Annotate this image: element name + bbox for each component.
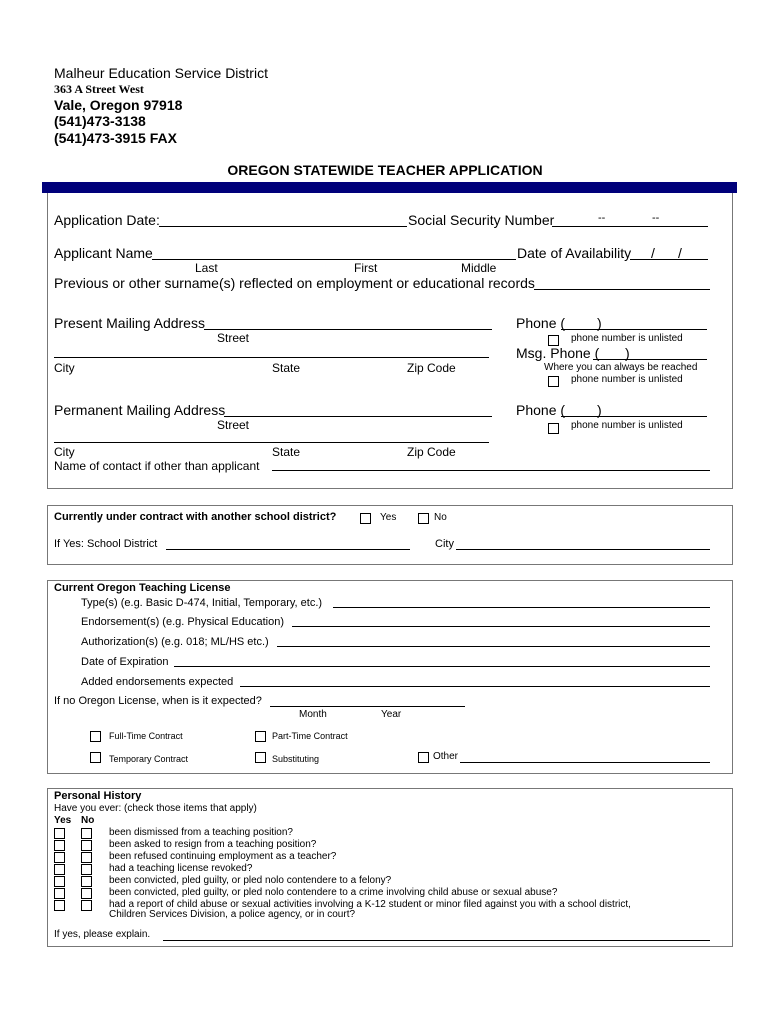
ssn-label: Social Security Number [408, 212, 555, 228]
permanent-city-caption: City [54, 445, 75, 459]
present-address-label: Present Mailing Address [54, 315, 205, 331]
name-middle-caption: Middle [461, 261, 497, 275]
added-endorsements-label: Added endorsements expected [81, 676, 234, 688]
history-no-checkbox[interactable] [81, 864, 92, 875]
application-date-label: Application Date: [54, 212, 160, 228]
temporary-checkbox[interactable] [90, 752, 101, 763]
previous-surnames-field[interactable] [534, 289, 710, 290]
msg-unlisted-checkbox[interactable] [548, 376, 559, 387]
org-fax: (541)473-3915 FAX [54, 130, 177, 146]
authorizations-field[interactable] [277, 646, 710, 647]
history-item: been asked to resign from a teaching position? [109, 839, 317, 850]
permanent-unlisted-label: phone number is unlisted [571, 420, 683, 431]
history-yes-checkbox[interactable] [54, 840, 65, 851]
permanent-phone-field[interactable] [561, 416, 707, 417]
explain-field[interactable] [163, 940, 710, 941]
present-street-field[interactable] [204, 329, 492, 330]
added-endorsements-field[interactable] [240, 686, 710, 687]
part-time-checkbox[interactable] [255, 731, 266, 742]
present-phone-label: Phone ( [516, 315, 566, 331]
full-time-checkbox[interactable] [90, 731, 101, 742]
applicant-name-label: Applicant Name [54, 245, 153, 261]
present-unlisted-label: phone number is unlisted [571, 333, 683, 344]
permanent-street-field[interactable] [224, 416, 492, 417]
permanent-street-caption: Street [217, 418, 250, 432]
contract-city-label: City [435, 538, 454, 550]
history-title: Personal History [54, 790, 142, 802]
org-phone: (541)473-3138 [54, 113, 146, 129]
substituting-label: Substituting [272, 754, 320, 764]
history-yes-checkbox[interactable] [54, 828, 65, 839]
applicant-name-field[interactable] [152, 259, 516, 260]
history-item: been convicted, pled guilty, or pled nolo contendere to a crime involving child abuse or sexual abuse? [109, 887, 558, 898]
school-district-label: If Yes: School District [54, 538, 158, 550]
org-name: Malheur Education Service District [54, 65, 268, 81]
ssn-field[interactable] [552, 226, 708, 227]
present-phone-field[interactable] [561, 329, 707, 330]
application-date-field[interactable] [159, 226, 407, 227]
ssn-dash-2: -- [652, 212, 660, 224]
form-title: OREGON STATEWIDE TEACHER APPLICATION [227, 162, 543, 178]
license-types-field[interactable] [333, 607, 710, 608]
permanent-address-label: Permanent Mailing Address [54, 402, 226, 418]
permanent-city-state-zip-field[interactable] [54, 442, 489, 443]
contract-yes-label: Yes [380, 512, 397, 523]
history-no-checkbox[interactable] [81, 900, 92, 911]
contact-label: Name of contact if other than applicant [54, 459, 260, 473]
history-no-header: No [81, 815, 95, 826]
substituting-checkbox[interactable] [255, 752, 266, 763]
history-item: been refused continuing employment as a teacher? [109, 851, 337, 862]
expiration-label: Date of Expiration [81, 656, 169, 668]
history-item: had a report of child abuse or sexual activities involving a K-12 student or minor filed against you with a school district, [109, 899, 631, 910]
permanent-state-caption: State [272, 445, 301, 459]
name-last-caption: Last [195, 261, 218, 275]
contract-no-checkbox[interactable] [418, 513, 429, 524]
endorsements-label: Endorsement(s) (e.g. Physical Education) [81, 616, 284, 628]
reach-caption: Where you can always be reached [544, 362, 698, 373]
license-title: Current Oregon Teaching License [54, 582, 231, 594]
part-time-label: Part-Time Contract [272, 731, 348, 741]
school-district-field[interactable] [166, 549, 410, 550]
history-intro: Have you ever: (check those items that apply) [54, 803, 257, 814]
msg-unlisted-label: phone number is unlisted [571, 374, 683, 385]
name-first-caption: First [354, 261, 378, 275]
ssn-dash-1: -- [598, 212, 606, 224]
expiration-field[interactable] [174, 666, 710, 667]
present-city-caption: City [54, 361, 75, 375]
history-no-checkbox[interactable] [81, 852, 92, 863]
msg-phone-close: ) [625, 345, 630, 361]
history-yes-checkbox[interactable] [54, 852, 65, 863]
history-item: had a teaching license revoked? [109, 863, 253, 874]
availability-slash-2: / [678, 245, 682, 261]
explain-label: If yes, please explain. [54, 929, 151, 940]
availability-field[interactable] [630, 259, 708, 260]
present-street-caption: Street [217, 331, 250, 345]
history-item: been dismissed from a teaching position? [109, 827, 293, 838]
license-types-label: Type(s) (e.g. Basic D-474, Initial, Temporary, etc.) [81, 597, 323, 609]
month-caption: Month [299, 709, 327, 720]
present-city-state-zip-field[interactable] [54, 357, 489, 358]
present-zip-caption: Zip Code [407, 361, 456, 375]
other-label: Other [433, 751, 459, 762]
org-street: 363 A Street West [54, 82, 144, 96]
msg-phone-label: Msg. Phone ( [516, 345, 600, 361]
permanent-zip-caption: Zip Code [407, 445, 456, 459]
msg-phone-field[interactable] [593, 359, 707, 360]
no-license-field[interactable] [270, 706, 465, 707]
permanent-unlisted-checkbox[interactable] [548, 423, 559, 434]
history-yes-checkbox[interactable] [54, 876, 65, 887]
history-yes-header: Yes [54, 815, 72, 826]
previous-surnames-label: Previous or other surname(s) reflected on employment or educational records [54, 275, 535, 291]
contact-field[interactable] [272, 470, 710, 471]
history-item: been convicted, pled guilty, or pled nolo contendere to a felony? [109, 875, 392, 886]
contract-question: Currently under contract with another school district? [54, 511, 337, 523]
permanent-phone-label: Phone ( [516, 402, 566, 418]
permanent-phone-close: ) [597, 402, 602, 418]
present-state-caption: State [272, 361, 301, 375]
present-phone-close: ) [597, 315, 602, 331]
history-item-continuation: Children Services Division, a police agency, or in court? [109, 909, 356, 920]
authorizations-label: Authorization(s) (e.g. 018; ML/HS etc.) [81, 636, 269, 648]
history-yes-checkbox[interactable] [54, 864, 65, 875]
contract-yes-checkbox[interactable] [360, 513, 371, 524]
year-caption: Year [381, 709, 402, 720]
title-band [42, 182, 737, 193]
availability-slash-1: / [651, 245, 655, 261]
full-time-label: Full-Time Contract [109, 731, 183, 741]
endorsements-field[interactable] [292, 626, 710, 627]
org-city: Vale, Oregon 97918 [54, 97, 183, 113]
other-checkbox[interactable] [418, 752, 429, 763]
availability-label: Date of Availability [517, 245, 632, 261]
temporary-label: Temporary Contract [109, 754, 189, 764]
history-no-checkbox[interactable] [81, 876, 92, 887]
other-field[interactable] [460, 762, 710, 763]
contract-no-label: No [434, 512, 447, 523]
history-no-checkbox[interactable] [81, 828, 92, 839]
history-no-checkbox[interactable] [81, 840, 92, 851]
history-yes-checkbox[interactable] [54, 900, 65, 911]
no-license-label: If no Oregon License, when is it expected? [54, 695, 262, 707]
contract-city-field[interactable] [456, 549, 710, 550]
history-no-checkbox[interactable] [81, 888, 92, 899]
history-yes-checkbox[interactable] [54, 888, 65, 899]
